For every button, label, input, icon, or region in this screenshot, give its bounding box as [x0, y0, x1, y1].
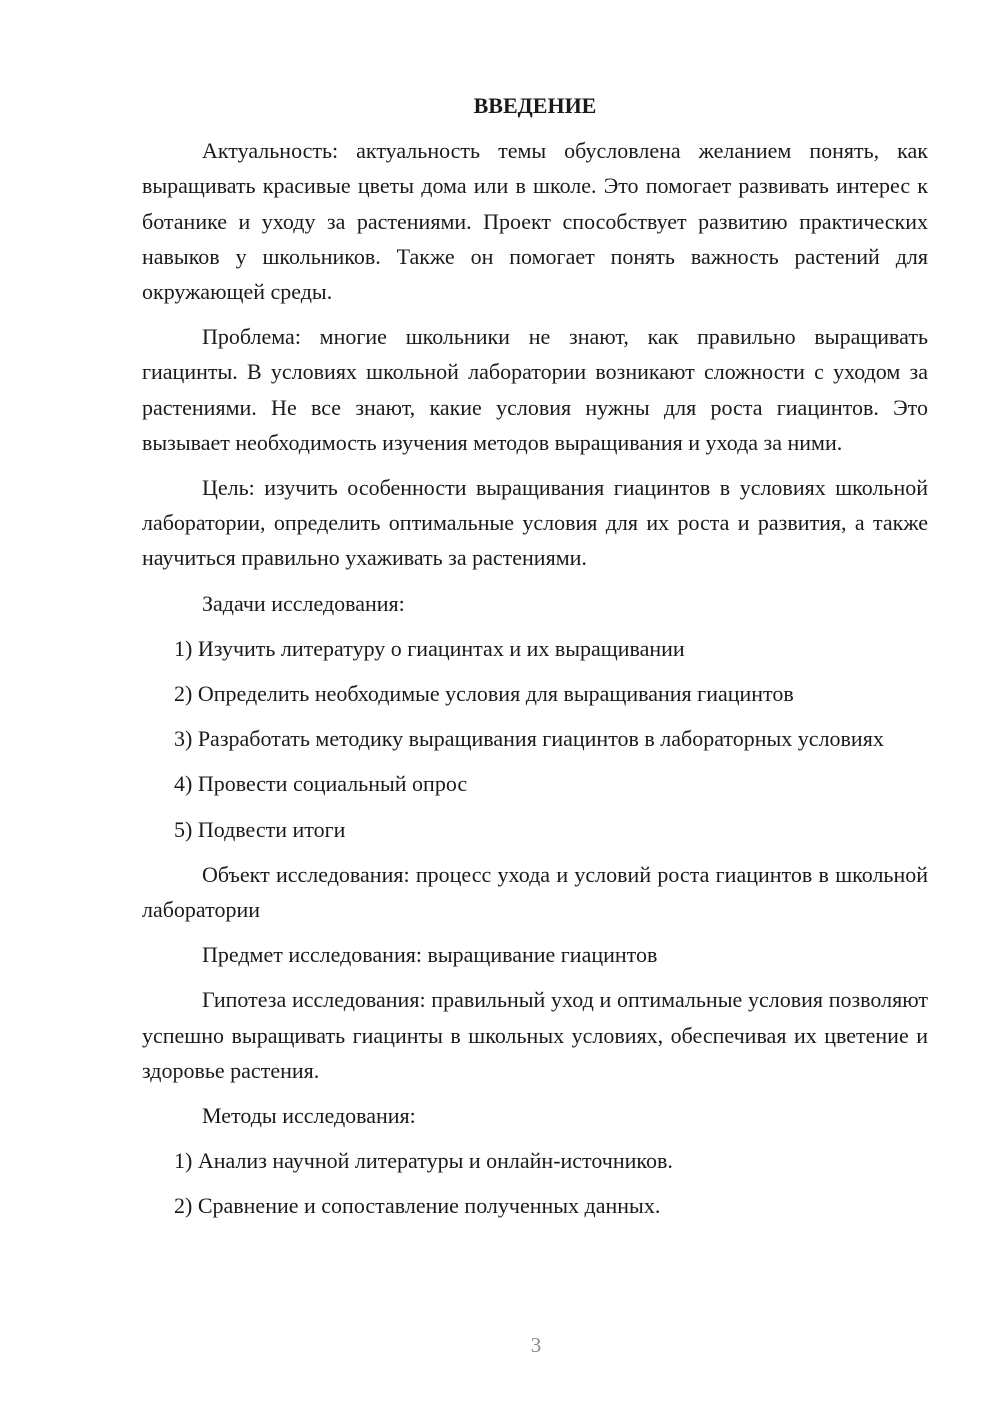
- problem-paragraph: Проблема: многие школьники не знают, как правильно выращивать гиацинты. В условиях школьной лаборатории возникают сложности с уходом за растениями. Не все знают, какие условия нужны для роста гиацинтов. Это вызывает необходимость изучения методов выращивания и ухода за ними.: [142, 324, 928, 455]
- task-item: 1) Изучить литературу о гиацинтах и их выращивании: [174, 635, 685, 661]
- method-item: 2) Сравнение и сопоставление полученных данных.: [174, 1193, 661, 1219]
- task-item: 4) Провести социальный опрос: [174, 771, 468, 797]
- page-number: 3: [530, 1333, 542, 1357]
- tasks-heading: Задачи исследования:: [202, 590, 405, 616]
- page-title: ВВЕДЕНИЕ: [473, 93, 597, 118]
- goal-paragraph: Цель: изучить особенности выращивания гиацинтов в условиях школьной лаборатории, определить оптимальные условия для их роста и развития, а также научиться правильно ухаживать за растениями.: [142, 475, 928, 571]
- task-item: 2) Определить необходимые условия для выращивания гиацинтов: [174, 681, 794, 707]
- task-item: 3) Разработать методику выращивания гиацинтов в лабораторных условиях: [174, 726, 884, 752]
- document-page: [142, 88, 928, 1234]
- task-item: 5) Подвести итоги: [174, 816, 346, 842]
- object-paragraph: Объект исследования: процесс ухода и условий роста гиацинтов в школьной лаборатории: [142, 861, 928, 923]
- method-item: 1) Анализ научной литературы и онлайн-источников.: [174, 1148, 673, 1174]
- methods-heading: Методы исследования:: [202, 1103, 416, 1129]
- hypothesis-paragraph: Гипотеза исследования: правильный уход и оптимальные условия позволяют успешно выращивать гиацинты в школьных условиях, обеспечивая их цветение и здоровье растения.: [142, 987, 928, 1083]
- subject-paragraph: Предмет исследования: выращивание гиацинтов: [202, 942, 658, 968]
- relevance-paragraph: Актуальность: актуальность темы обусловлена желанием понять, как выращивать красивые цветы дома или в школе. Это помогает развивать интерес к ботанике и уходу за растениями. Проект способствует развитию практических навыков у школьников. Также он помогает понять важность растений для окружающей среды.: [142, 138, 928, 305]
